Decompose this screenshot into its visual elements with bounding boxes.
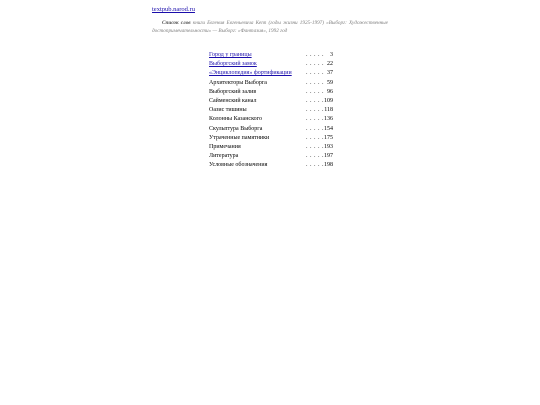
toc-page-number: 59 (327, 79, 333, 86)
toc-leader-dots: . . . . . (306, 134, 324, 141)
toc-row (209, 134, 333, 143)
toc-chapter-title: Примечания (209, 143, 241, 150)
toc-leader-dots: . . . . . (306, 153, 324, 160)
toc-page-number: 109 (324, 97, 333, 104)
toc-leader-dots: . . . . . (306, 70, 324, 77)
toc-chapter-title: Литература (209, 153, 239, 160)
toc-page-number: 175 (324, 134, 333, 141)
toc-chapter-title: Оазис тишины (209, 107, 247, 114)
toc-row (209, 106, 333, 115)
toc-page-number: 3 (330, 52, 333, 58)
toc-page-number: 154 (324, 125, 333, 132)
toc-leader-dots: . . . . . (306, 162, 324, 169)
toc-leader-dots: . . . . . (306, 88, 324, 95)
intro-lead: Список слов (162, 20, 191, 26)
toc-chapter-title: Сайменский канал (209, 97, 257, 104)
toc-leader-dots: . . . . . (306, 97, 324, 104)
toc-row (209, 115, 333, 124)
toc-page-number: 118 (324, 107, 333, 114)
toc-row (209, 97, 333, 106)
toc-chapter-link[interactable]: Город у границы (209, 52, 252, 58)
toc-row[interactable] (209, 60, 333, 69)
toc-row (209, 143, 333, 152)
toc-row[interactable] (209, 51, 333, 60)
toc-page-number: 193 (324, 143, 333, 150)
toc-page-number: 22 (327, 61, 333, 68)
toc-leader-dots: . . . . . (306, 116, 324, 123)
toc-row (209, 88, 333, 97)
intro-paragraph (152, 20, 388, 35)
toc-chapter-title: Утраченные памятники (209, 134, 270, 141)
toc-page-number: 136 (324, 116, 333, 123)
toc-leader-dots: . . . . . (306, 143, 324, 150)
toc-page-number: 96 (327, 88, 333, 95)
toc-chapter-title: Архитекторы Выборга (209, 79, 267, 86)
toc-chapter-link[interactable]: Выборгский замок (209, 61, 257, 68)
site-link[interactable]: textpub.narod.ru (152, 6, 195, 13)
toc-chapter-title: Колонны Казанского (209, 116, 262, 123)
table-of-contents (209, 51, 333, 170)
toc-chapter-title: Скульптура Выборга (209, 125, 263, 132)
toc-row (209, 79, 333, 88)
toc-leader-dots: . . . . . (306, 79, 324, 86)
toc-leader-dots: . . . . . (306, 107, 324, 114)
toc-leader-dots: . . . . . (306, 61, 324, 68)
toc-chapter-title: Выборгский залив (209, 88, 257, 95)
toc-page-number: 198 (324, 162, 333, 169)
toc-row (209, 161, 333, 170)
toc-row (209, 125, 333, 134)
toc-leader-dots: . . . . . (306, 52, 324, 58)
intro-text: книги Евгения Евгеньевича Кепп (годы жизни 1925-1997) «Выборг: Художественные достопримечательности» — Выборг: «Фантазия», 1992 год (152, 20, 388, 34)
toc-row (209, 152, 333, 161)
toc-chapter-title: Условные обозначения (209, 162, 268, 169)
toc-leader-dots: . . . . . (306, 125, 324, 132)
toc-chapter-link[interactable]: «Энциклопедия» фортификации (209, 70, 292, 77)
toc-page-number: 197 (324, 153, 333, 160)
toc-row[interactable] (209, 69, 333, 78)
toc-page-number: 37 (327, 70, 333, 77)
